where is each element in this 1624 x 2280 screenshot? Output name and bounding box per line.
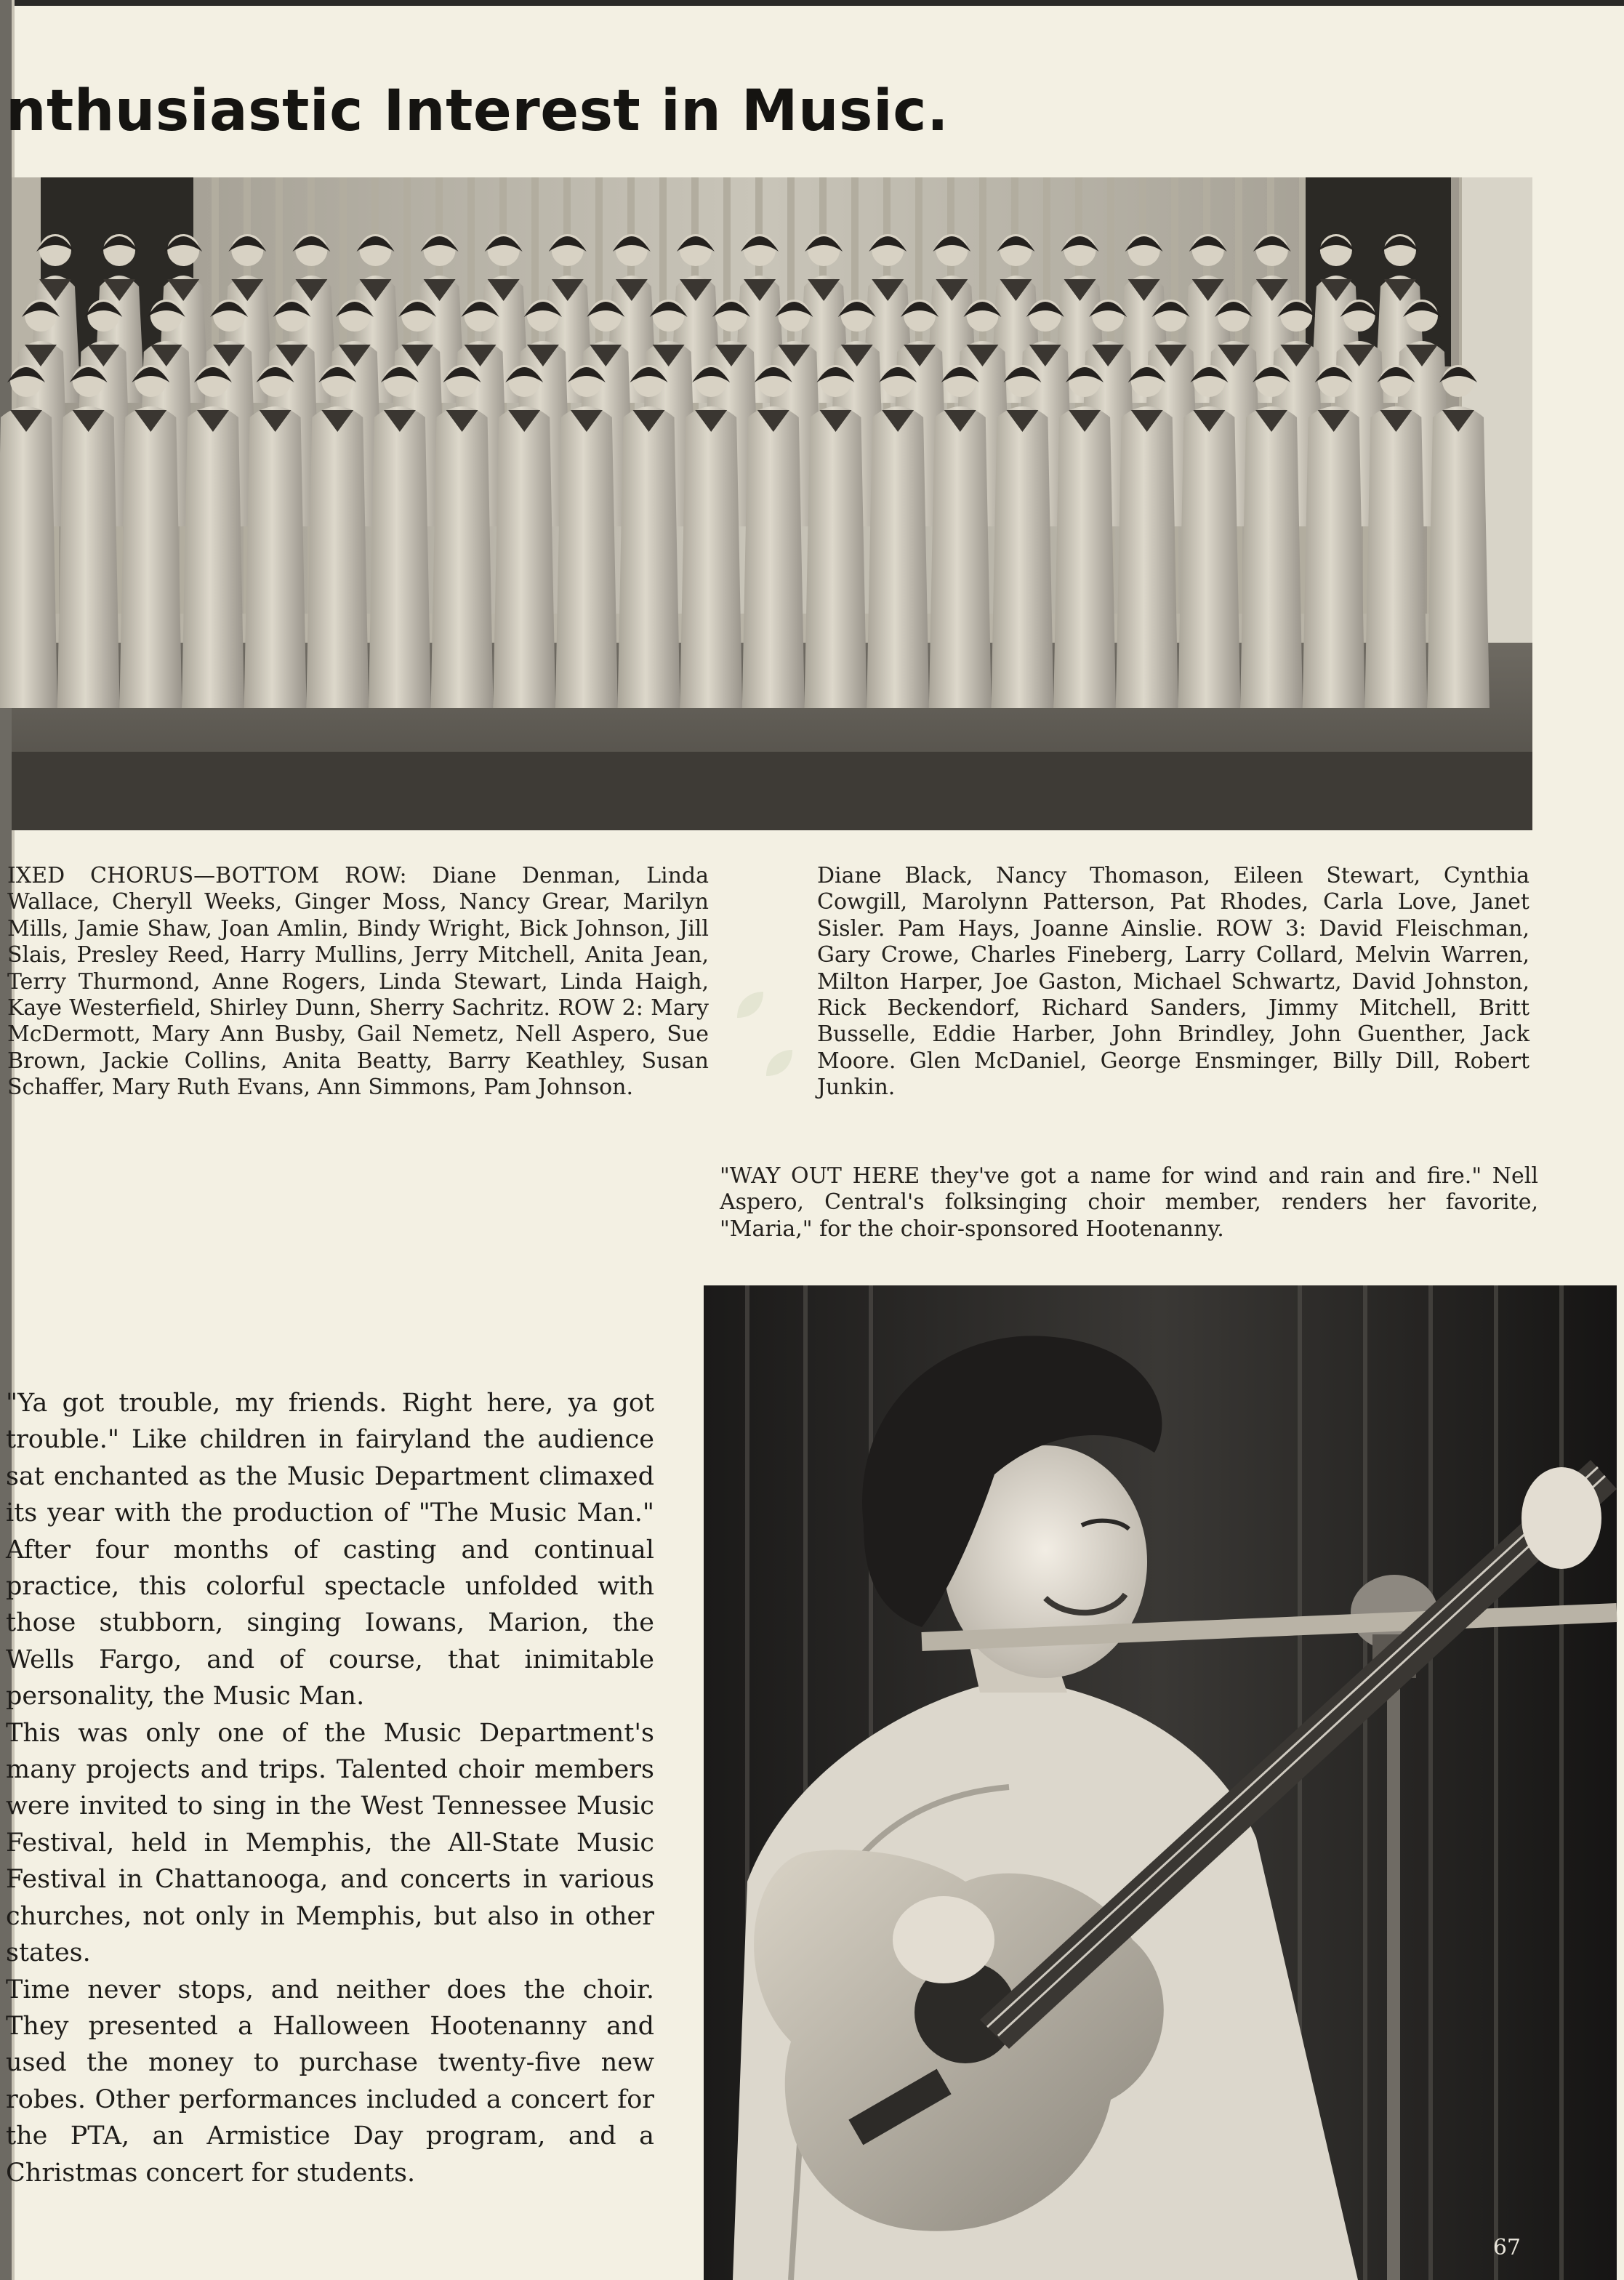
choir-robe bbox=[244, 406, 307, 708]
choir-robe bbox=[742, 406, 805, 708]
article-paragraph: Time never stops, and neither does the choir. They presented a Halloween Hootenanny and used the money to purchase twenty-five new robes. Other performances included a concert for the PTA, an Armistice Day program, and a Christmas concert for students. bbox=[6, 1975, 654, 2188]
choir-robe bbox=[369, 406, 431, 708]
chorus-caption-left: IXED CHORUS—BOTTOM ROW: Diane Denman, Linda Wallace, Cheryll Weeks, Ginger Moss, Nancy Grear, Marilyn Mills, Jamie Shaw, Joan Amlin, Bindy Wright, Bick Johnson, Jill Slais, Presley Reed, Harry Mullins, Jerry Mitchell, Anita Jean, Terry Thurmond, Anne Rogers, Linda Stewart, Linda Haigh, Kaye Westerfield, Shirley Dunn, Sherry Sachritz. ROW 2: Mary McDermott, Mary Ann Busby, Gail Nemetz, Nell Aspero, Sue Brown, Jackie Collins, Anita Beatty, Barry Keathley, Susan Schaffer, Mary Ruth Evans, Ann Simmons, Pam Johnson. bbox=[7, 863, 709, 1101]
choir-robe bbox=[0, 406, 57, 708]
choir-robe bbox=[182, 406, 244, 708]
choir-robe bbox=[306, 406, 369, 708]
choir-robe bbox=[1053, 406, 1116, 708]
choir-robe bbox=[493, 406, 555, 708]
top-edge bbox=[0, 0, 1624, 6]
singer-caption: "WAY OUT HERE they've got a name for wind and rain and fire." Nell Aspero, Central's folksinging choir member, renders her favorite, "Maria," for the choir-sponsored Hootenanny. bbox=[720, 1163, 1538, 1242]
leaf-watermark-icon bbox=[763, 1047, 795, 1079]
choir-robe bbox=[804, 406, 867, 708]
choir-robe bbox=[680, 406, 742, 708]
page-number: 67 bbox=[1492, 2235, 1521, 2260]
choir-robe bbox=[1178, 406, 1240, 708]
choir-robe bbox=[1303, 406, 1365, 708]
choir-robe bbox=[1240, 406, 1303, 708]
choir-robe bbox=[119, 406, 182, 708]
choir-group-photo bbox=[12, 177, 1532, 830]
choir-robe bbox=[1116, 406, 1178, 708]
choir-robe bbox=[57, 406, 120, 708]
article-paragraph: This was only one of the Music Department's many projects and trips. Talented choir members were invited to sing in the West Tennessee Music Festival, held in Memphis, the All-State Music Festival in Chattanooga, and concerts in various churches, not only in Memphis, but also in other states. bbox=[6, 1718, 654, 1968]
choir-robe bbox=[555, 406, 618, 708]
choir-robe bbox=[618, 406, 680, 708]
choir-robe bbox=[867, 406, 929, 708]
article-paragraph: "Ya got trouble, my friends. Right here, ya got trouble." Like children in fairyland the audience sat enchanted as the Music Department climaxed its year with the production of "The Music Man." After four months of casting and continual practice, this colorful spectacle unfolded with those stubborn, singing Iowans, Marion, the Wells Fargo, and of course, that inimitable personality, the Music Man. bbox=[6, 1389, 654, 1711]
folksinger-photo bbox=[704, 1285, 1617, 2280]
choir-illustration bbox=[12, 177, 1532, 830]
choir-robe bbox=[431, 406, 494, 708]
leaf-watermark-icon bbox=[734, 989, 766, 1021]
choir-robe bbox=[991, 406, 1053, 708]
article-body bbox=[6, 1385, 654, 2188]
chorus-caption-right: Diane Black, Nancy Thomason, Eileen Stewart, Cynthia Cowgill, Marolynn Patterson, Pat Rhodes, Carla Love, Janet Sisler. Pam Hays, Joanne Ainslie. ROW 3: David Fleischman, Gary Crowe, Charles Fineberg, Larry Collard, Melvin Warren, Milton Harper, Joe Gaston, Michael Schwartz, David Johnston, Rick Beckendorf, Richard Sanders, Jimmy Mitchell, Britt Busselle, Eddie Harber, John Brindley, John Guenther, Jack Moore. Glen McDaniel, George Ensminger, Billy Dill, Robert Junkin. bbox=[817, 863, 1529, 1101]
page-headline: nthusiastic Interest in Music. bbox=[6, 79, 949, 144]
choir-robe bbox=[1427, 406, 1490, 708]
folksinger-illustration bbox=[704, 1285, 1617, 2280]
choir-robe bbox=[1364, 406, 1427, 708]
choir-robe bbox=[929, 406, 992, 708]
